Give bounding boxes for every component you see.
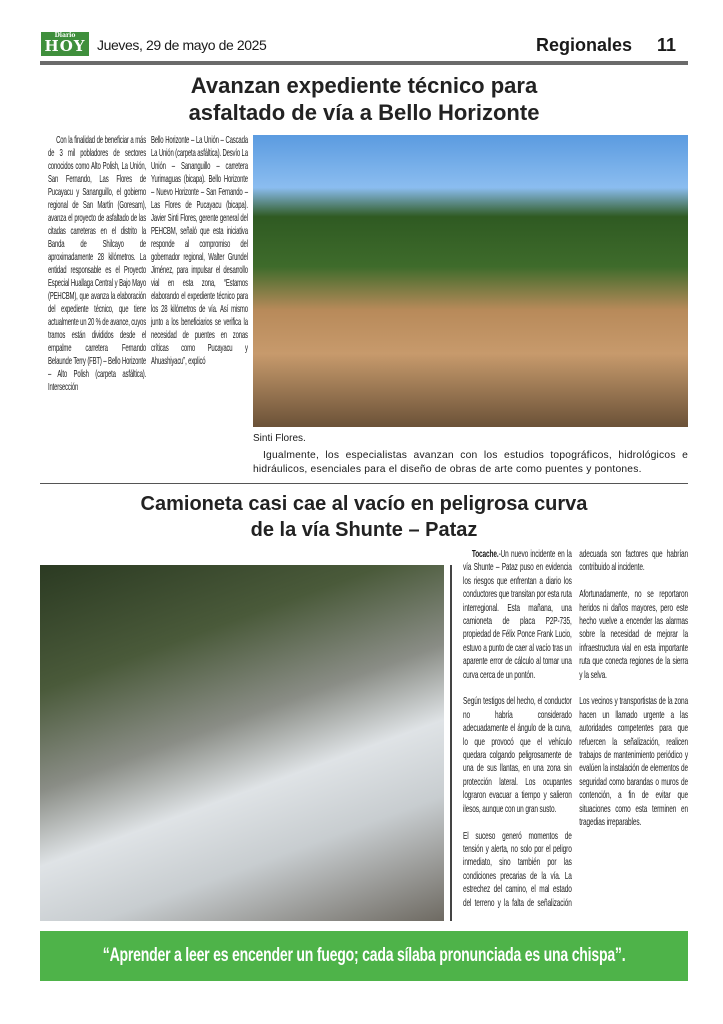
headline-line: Camioneta casi cae al vacío en peligrosa curva [140,493,588,515]
pickup-truck-photo [40,565,444,921]
road-works-photo [253,135,688,427]
section-name: Regionales [536,35,633,55]
paragraph [463,548,572,682]
logo-small-text: Diario [54,32,76,39]
article1-closing-paragraph: Igualmente, los especialistas avanzan con los estudios topográficos, hidrológicos e hidráulicos, esenciales para el diseño de obras de arte como puentes y pontones. [253,450,688,475]
article-divider [40,483,688,484]
paragraph: Según testigos del hecho, el conductor no habría considerado adecuadamente el ángulo de la curva, lo que provocó que el vehículo quedara colgando peligrosamente de una de sus llantas, en una zona sin protección lateral. Los ocupantes lograron evacuar a tiempo y salieron ilesos, aunque con un gran susto. [463,696,572,815]
diario-hoy-logo [41,32,89,56]
headline-line: de la vía Shunte – Pataz [250,519,478,541]
article1-headline [40,72,688,126]
column-divider [450,565,452,921]
headline-line: asfaltado de vía a Bello Horizonte [188,100,540,125]
dateline: Tocache. [471,549,499,560]
header-rule [40,61,688,65]
paragraph-text: -Un nuevo incidente en la vía Shunte – Pataz puso en evidencia los riesgos que enfrentan a diario los conductores que transitan por esta ruta interregional. Esta mañana, una camioneta de placa P2P-735, propiedad de Félix Ponce Frank Lucio, estuvo a punto de caer al vacío tras un aparente error de cálculo al tomar una curva cerca de un pontón. [463,549,572,681]
article1-column-2: Bello Horizonte – La Unión – Cascada La Unión (carpeta asfáltica). Desvío La Unión – Sananguillo – carretera Yurimaguas (bicapa). Bello Horizonte – Nuevo Horizonte – San Fernando – Las Flores de Pucayacu (bicapa). Javier Sinti Flores, gerente general del PEHCBM, señaló que esta iniciativa responde al compromiso del gobernador regional, Walter Grundel Jiménez, para impulsar el desarrollo vial en esta zona, “Estamos elaborando el expediente técnico para los 28 kilómetros de vía. Así mismo junto a los beneficiarios se verifica la necesidad de puentes en zonas críticas como Pucayacu y Ahuashiyacu”, explicó [151,135,248,367]
article2-headline [40,491,688,543]
paragraph: Los vecinos y transportistas de la zona hacen un llamado urgente a las autoridades competentes para que refuercen la señalización, realicen trabajos de mantenimiento periódico y evalúen la instalación de elementos de seguridad como barandas o muros de contención, a fin de evitar que situaciones como esta terminen en tragedias irreparables. [579,696,688,829]
page-number: 11 [657,35,677,55]
article1-column-3-start: Sinti Flores. [253,433,306,444]
headline-line: Avanzan expediente técnico para [190,73,538,98]
quote-banner [40,931,688,981]
article1-column-1: Con la finalidad de beneficiar a más de 3 mil pobladores de sectores conocidos como Alto Polish, La Unión, San Fernando, Las Flores de Pucayacu y Sananguillo, el gobierno regional de San Martín (Goresam), avanza el proyecto de asfaltado de las citadas carreteras en el distrito la Banda de Shilcayo de aproximadamente 28 kilómetros. La entidad responsable es el Proyecto Especial Huallaga Central y Bajo Mayo (PEHCBM), que avanza la elaboración del expediente técnico, que tiene actualmente un 20 % de avance, cuyos tramos están divididos desde el empalme carretera Fernando Belaunde Terry (FBT) – Bello Horizonte – Alto Polish (carpeta asfáltica). Intersección [48,135,147,393]
paragraph: El suceso generó momentos de tensión y alerta, no solo por el peligro inmediato, sino también por las condiciones precarias de la vía. La estrechez del camino, el mal estado del terreno y la falta de señalización adecuada son factores que habrían contribuido al incidente. [463,549,688,909]
paragraph: Afortunadamente, no se reportaron heridos ni daños mayores, pero este hecho vuelve a encender las alarmas sobre la necesidad de mejorar la infraestructura vial en esta importante ruta que conecta regiones de la sierra y la selva. [579,589,688,681]
article2-body [463,548,688,920]
issue-date: Jueves, 29 de mayo de 2025 [97,37,267,53]
quote-text: “Aprender a leer es encender un fuego; cada sílaba pronunciada es una chispa”. [102,945,626,966]
logo-big-text: HOY [44,37,86,55]
